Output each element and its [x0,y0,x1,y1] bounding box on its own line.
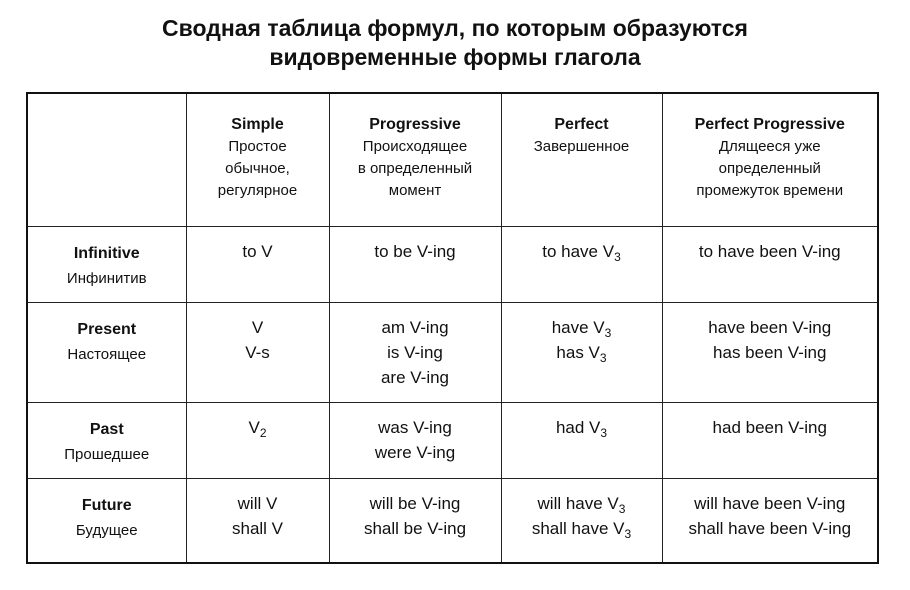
row-header-label: Past [89,420,124,438]
formula-cell [501,226,662,302]
formula-cell [662,302,878,402]
formula [502,516,662,541]
formula-subscript: 3 [604,325,612,340]
column-header-description: Длящееся уже [718,138,821,155]
table-row [27,478,878,563]
formula-text: have been V-ing [708,317,832,337]
row-header-label: Future [81,496,132,514]
formula [502,415,662,440]
formula-cell [662,478,878,563]
formula [663,516,878,541]
column-header-perfect-progressive [662,93,878,226]
formula [663,239,878,264]
table-body [27,93,878,563]
formula-text: will have V [537,493,619,513]
formula-subscript: 3 [600,425,608,440]
column-header-description: Простое [228,138,287,155]
formula-cell [329,402,501,478]
column-header-perfect [501,93,662,226]
formula-cell [329,478,501,563]
column-header-description: промежуток времени [696,182,844,199]
formula-cell [186,226,329,302]
formula [330,340,501,365]
column-header-label: Progressive [369,116,461,133]
formula [330,365,501,390]
formula-text: to V [242,241,273,261]
tense-formula-table [26,92,879,564]
formula [502,239,662,264]
formula-text: to have been V-ing [698,241,841,261]
row-header-future [27,478,186,563]
formula-text: V [251,317,264,337]
formula [663,340,878,365]
row-header-label: Present [77,320,137,338]
formula-text: will have been V-ing [694,493,846,513]
formula [663,415,878,440]
formula [330,315,501,340]
formula-subscript: 3 [614,249,621,264]
formula [187,491,329,516]
formula [663,315,878,340]
column-header-description: в определенный [357,160,473,177]
formula-text: was V-ing [378,417,452,437]
formula-text: will be V-ing [369,493,461,513]
formula-cell [186,402,329,478]
column-header-simple [186,93,329,226]
column-header-description: регулярное [217,182,298,199]
formula-text: to be V-ing [374,241,456,261]
row-header-label: Infinitive [73,244,140,262]
formula-cell [329,226,501,302]
formula-text: has V [556,342,600,362]
formula [330,516,501,541]
formula [187,315,329,340]
formula-subscript: 2 [259,425,267,440]
formula-text: shall have been V-ing [688,518,852,538]
row-header-present [27,302,186,402]
formula [187,340,329,365]
formula-text: had V [555,417,601,437]
formula [502,315,662,340]
formula-subscript: 3 [624,526,632,541]
column-header-description: определенный [718,160,821,177]
formula-text: were V-ing [374,442,456,462]
formula-cell [329,302,501,402]
row-header-description: Настоящее [67,345,147,363]
formula-cell [186,478,329,563]
row-header-past [27,402,186,478]
table-row [27,226,878,302]
formula [502,491,662,516]
column-header-label: Perfect [554,116,609,133]
column-header-progressive [329,93,501,226]
formula-subscript: 3 [599,350,607,365]
row-header-description: Прошедшее [64,445,150,463]
formula-text: is V-ing [387,342,443,362]
column-header-description: Завершенное [533,138,630,155]
formula [187,516,329,541]
formula [663,491,878,516]
formula-text: shall V [231,518,284,538]
title-line-1: Сводная таблица формул, по которым образуются [162,15,748,41]
formula-subscript: 3 [618,501,626,516]
row-header-infinitive [27,226,186,302]
page-title [0,14,910,72]
formula [330,440,501,465]
formula [330,239,501,264]
formula-text: has been V-ing [713,342,827,362]
column-header-description: момент [388,182,442,199]
formula-text: V-s [245,342,270,362]
row-header-description: Инфинитив [66,269,147,287]
formula-cell [662,402,878,478]
formula-cell [501,302,662,402]
formula [330,415,501,440]
corner-cell [27,93,186,226]
table-row [27,402,878,478]
formula [502,340,662,365]
formula-text: had been V-ing [712,417,827,437]
formula-cell [186,302,329,402]
formula-text: am V-ing [381,317,449,337]
column-header-description: Происходящее [362,138,468,155]
table-row [27,302,878,402]
title-line-2: видовременные формы глагола [269,44,641,70]
formula-text: will V [237,493,278,513]
formula [187,415,329,440]
row-header-description: Будущее [75,521,138,539]
column-header-description: обычное, [225,160,290,177]
formula-text: are V-ing [380,367,450,387]
formula-text: have V [551,317,605,337]
formula-cell [501,478,662,563]
formula-text: to have V [542,241,615,261]
formula [330,491,501,516]
formula-text: shall be V-ing [363,518,467,538]
column-header-label: Simple [231,116,284,133]
formula-cell [501,402,662,478]
column-header-label: Perfect Progressive [694,116,845,133]
formula [187,239,329,264]
formula-cell [662,226,878,302]
formula-text: shall have V [531,518,625,538]
formula-text: V [248,417,260,437]
table-header-row [27,93,878,226]
